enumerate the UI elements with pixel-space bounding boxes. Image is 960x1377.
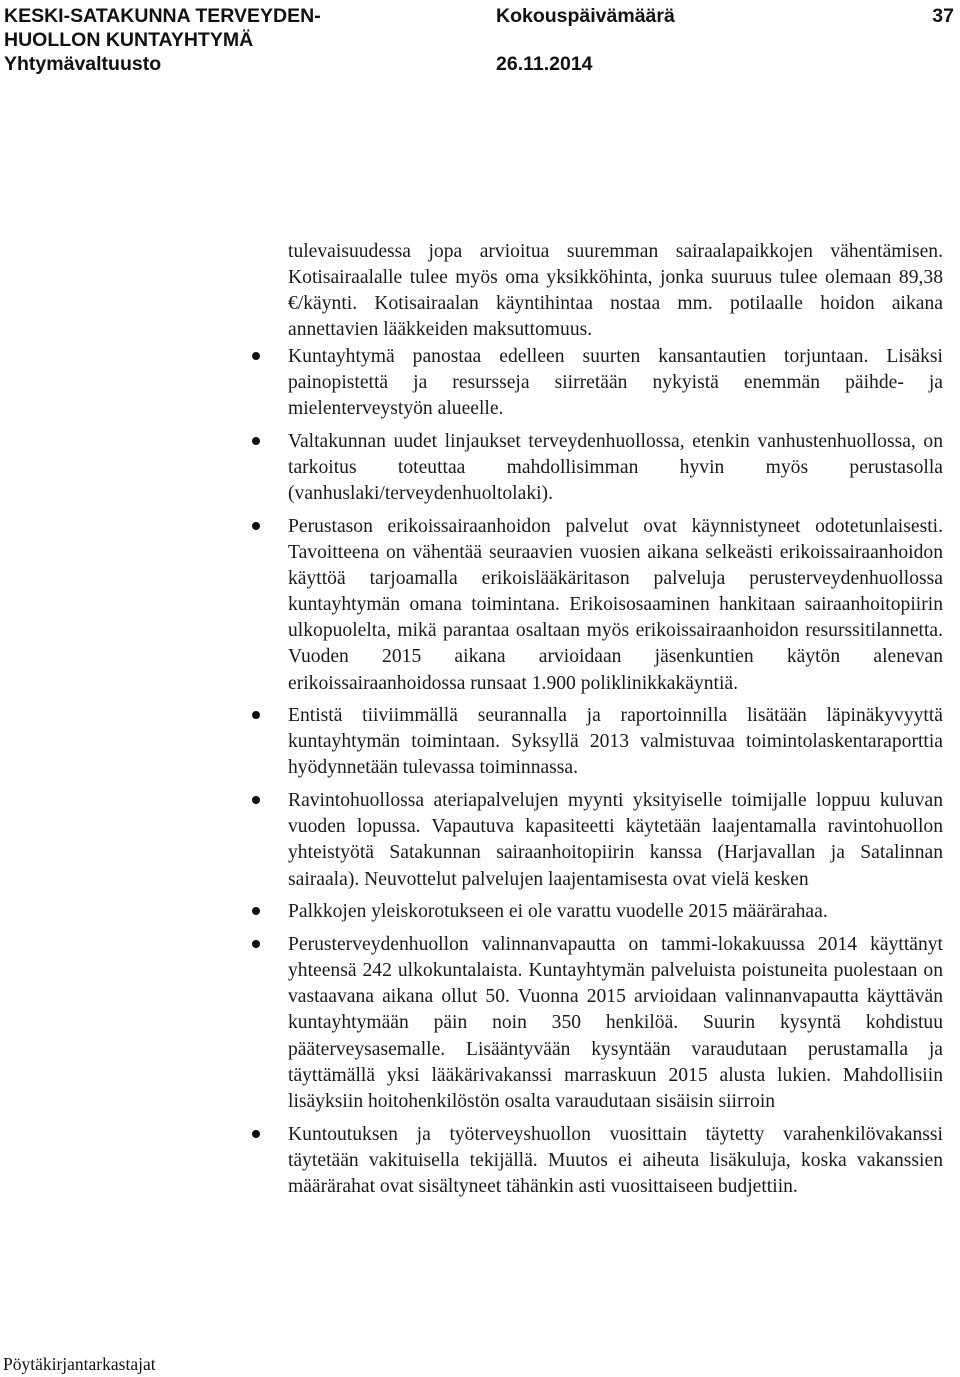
page-number: 37 — [932, 5, 954, 27]
list-item-text: Kuntayhtymä panostaa edelleen suurten kansantautien torjuntaan. Lisäksi painopistettä ja resursseja siirretään nykyistä enemmän päihde- ja mielenterveystyön alueelle. — [288, 345, 943, 419]
document-body — [288, 239, 943, 1206]
list-item — [288, 899, 943, 925]
list-item-text: Entistä tiiviimmällä seurannalla ja raportoinnilla lisätään läpinäkyvyyttä kuntayhtymän toimintaan. Syksyllä 2013 valmistuvaa toimintolaskentaraporttia hyödynnetään tulevassa toiminnassa. — [288, 705, 943, 779]
list-item-text: Ravintohuollossa ateriapalvelujen myynti yksityiselle toimijalle loppuu kuluvan vuoden lopussa. Vapautuva kapasiteetti käytetään laajentamalla ravintohuollon yhteistyötä Satakunnan sairaanhoitopiirin kanssa (Harjavallan ja Satalinnan sairaala). Neuvottelut palvelujen laajentamisesta ovat vielä kesken — [288, 790, 943, 890]
bullet-icon — [252, 437, 260, 445]
list-item-text: Perusterveydenhuollon valinnanvapautta on tammi-lokakuussa 2014 käyttänyt yhteensä 242 ulkokuntalaista. Kuntayhtymän palveluista poistuneita puolestaan on vastaavana aikana ollut 50. Vuonna 2015 arvioidaan valinnanvapautta käyttävän kuntayhtymään päin noin 350 henkilöä. Suurin kysyntä kohdistuu pääterveysasemalle. Lisääntyvään kysyntään varaudutaan perustamalla ja täyttämällä yksi lääkärivakanssi marraskuun 2015 alusta lukien. Mahdollisiin lisäyksiin hoitohenkilöstön osalta varaudutaan sisäisin siirroin — [288, 933, 943, 1112]
list-item — [288, 788, 943, 893]
list-item — [288, 703, 943, 781]
list-item-text: Kuntoutuksen ja työterveyshuollon vuosittain täytetty varahenkilövakanssi täytetään vakituisella tekijällä. Muutos ei aiheuta lisäkuluja, koska vakanssien määrärahat ovat sisältyneet tähänkin asti vuosittaiseen budjettiin. — [288, 1123, 943, 1197]
bullet-icon — [252, 352, 260, 360]
organization-name-line2: HUOLLON KUNTAYHTYMÄ — [4, 29, 254, 51]
bullet-icon — [252, 940, 260, 948]
bullet-icon — [252, 1130, 260, 1138]
list-item-text: Palkkojen yleiskorotukseen ei ole varattu vuodelle 2015 määrärahaa. — [288, 901, 828, 923]
list-item — [288, 344, 943, 422]
body-name: Yhtymävaltuusto — [4, 53, 162, 75]
organization-block — [4, 4, 424, 76]
organization-name-line1: KESKI-SATAKUNNA TERVEYDEN- — [4, 5, 321, 27]
bullet-list — [288, 344, 943, 1200]
list-item — [288, 429, 943, 507]
meeting-date-label: Kokouspäivämäärä — [496, 5, 675, 27]
list-item — [288, 1122, 943, 1200]
bullet-icon — [252, 796, 260, 804]
footer-signature-label: Pöytäkirjantarkastajat — [3, 1354, 156, 1374]
meeting-date: 26.11.2014 — [496, 53, 593, 75]
list-item — [288, 932, 943, 1115]
list-item-text: Perustason erikoissairaanhoidon palvelut ovat käynnistyneet odotetunlaisesti. Tavoitteena on vähentää seuraavien vuosien aikana selkeästi erikoissairaanhoidon käyttöä tarjoamalla erikoislääkäritason palveluja perusterveydenhuollossa kuntayhtymän omana toimintana. Erikoisosaaminen hankitaan sairaanhoitopiirin ulkopuolelta, mikä parantaa osaltaan myös erikoissairaanhoidon resurssitilannetta. Vuoden 2015 aikana arvioidaan jäsenkuntien käytön alenevan erikoissairaanhoidossa runsaat 1.900 poliklinikkakäyntiä. — [288, 515, 943, 694]
list-item — [288, 514, 943, 697]
bullet-icon — [252, 522, 260, 530]
bullet-icon — [252, 711, 260, 719]
bullet-icon — [252, 907, 260, 915]
intro-paragraph: tulevaisuudessa jopa arvioitua suuremman sairaalapaikkojen vähentämisen. Kotisairaalalle tulee myös oma yksikköhinta, jonka suuruus tulee olemaan 89,38 €/käynti. Kotisairaalan käyntihintaa nostaa mm. potilaalle hoidon aikana annettavien lääkkeiden maksuttomuus. — [288, 241, 943, 341]
list-item-text: Valtakunnan uudet linjaukset terveydenhuollossa, etenkin vanhustenhuollossa, on tarkoitus toteuttaa mahdollisimman hyvin myös perustasolla (vanhuslaki/terveydenhuoltolaki). — [288, 430, 943, 504]
